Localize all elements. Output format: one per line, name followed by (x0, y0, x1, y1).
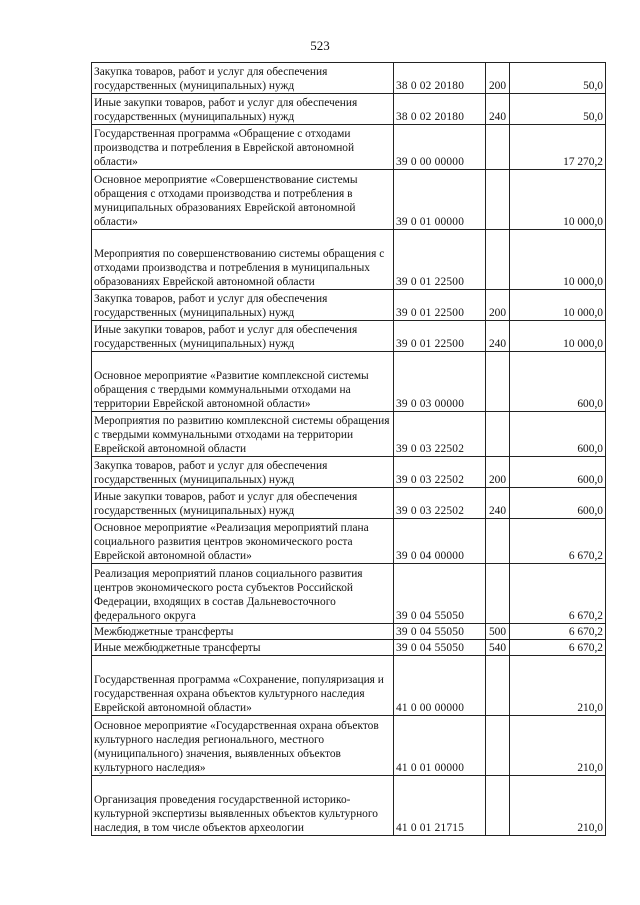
table-row (92, 776, 606, 836)
row-name: Основное мероприятие «Совершенствование системы обращения с отходами производства и потребления в муниципальных образованиях Еврейской автономной области» (92, 170, 394, 230)
table-row (92, 564, 606, 624)
row-code: 39 0 01 22500 (394, 290, 486, 321)
row-amount: 10 000,0 (510, 290, 606, 321)
row-name: Мероприятия по развитию комплексной системы обращения с твердыми коммунальными отходами на территории Еврейской автономной области (92, 412, 394, 457)
table-row (92, 412, 606, 457)
row-vr (486, 412, 510, 457)
row-amount: 6 670,2 (510, 640, 606, 656)
row-amount: 10 000,0 (510, 170, 606, 230)
table-row (92, 170, 606, 230)
row-name: Основное мероприятие «Развитие комплексной системы обращения с твердыми коммунальными отходами на территории Еврейской автономной области» (92, 352, 394, 412)
row-amount: 10 000,0 (510, 230, 606, 290)
row-vr: 200 (486, 457, 510, 488)
row-amount: 210,0 (510, 716, 606, 776)
row-code: 39 0 01 22500 (394, 230, 486, 290)
row-amount: 50,0 (510, 63, 606, 94)
row-amount: 6 670,2 (510, 624, 606, 640)
row-name: Закупка товаров, работ и услуг для обеспечения государственных (муниципальных) нужд (92, 457, 394, 488)
row-name: Государственная программа «Сохранение, популяризация и государственная охрана объектов культурного наследия Еврейской автономной области» (92, 656, 394, 716)
row-vr (486, 125, 510, 170)
row-name: Реализация мероприятий планов социального развития центров экономического роста субъектов Российской Федерации, входящих в состав Дальневосточного федерального округа (92, 564, 394, 624)
row-amount: 10 000,0 (510, 321, 606, 352)
row-vr: 500 (486, 624, 510, 640)
row-vr: 200 (486, 290, 510, 321)
table-row (92, 63, 606, 94)
row-code: 41 0 01 00000 (394, 716, 486, 776)
table-row (92, 624, 606, 640)
row-code: 41 0 01 21715 (394, 776, 486, 836)
row-code: 39 0 04 55050 (394, 564, 486, 624)
row-name: Государственная программа «Обращение с отходами производства и потребления в Еврейской автономной области» (92, 125, 394, 170)
row-name: Иные закупки товаров, работ и услуг для обеспечения государственных (муниципальных) нужд (92, 321, 394, 352)
row-vr (486, 352, 510, 412)
row-vr (486, 656, 510, 716)
row-name: Основное мероприятие «Государственная охрана объектов культурного наследия регионального, местного (муниципального) значения, выявленных объектов культурного наследия» (92, 716, 394, 776)
row-code: 39 0 01 00000 (394, 170, 486, 230)
row-vr: 540 (486, 640, 510, 656)
row-code: 39 0 03 22502 (394, 412, 486, 457)
table-row (92, 94, 606, 125)
row-amount: 600,0 (510, 457, 606, 488)
row-name: Закупка товаров, работ и услуг для обеспечения государственных (муниципальных) нужд (92, 63, 394, 94)
table-row (92, 321, 606, 352)
row-code: 38 0 02 20180 (394, 94, 486, 125)
row-name: Мероприятия по совершенствованию системы обращения с отходами производства и потребления в муниципальных образованиях Еврейской автономной области (92, 230, 394, 290)
row-name: Иные межбюджетные трансферты (92, 640, 394, 656)
budget-table (91, 62, 606, 836)
table-row (92, 519, 606, 564)
row-code: 39 0 03 22502 (394, 488, 486, 519)
row-code: 39 0 04 55050 (394, 640, 486, 656)
row-amount: 600,0 (510, 352, 606, 412)
row-code: 39 0 03 22502 (394, 457, 486, 488)
row-code: 39 0 01 22500 (394, 321, 486, 352)
row-name: Организация проведения государственной историко-культурной экспертизы выявленных объектов культурного наследия, в том числе объектов археологии (92, 776, 394, 836)
row-vr: 200 (486, 63, 510, 94)
row-amount: 6 670,2 (510, 564, 606, 624)
row-vr: 240 (486, 321, 510, 352)
row-vr (486, 519, 510, 564)
table-row (92, 457, 606, 488)
row-code: 38 0 02 20180 (394, 63, 486, 94)
table-row (92, 352, 606, 412)
row-name: Иные закупки товаров, работ и услуг для обеспечения государственных (муниципальных) нужд (92, 488, 394, 519)
row-vr (486, 776, 510, 836)
row-code: 39 0 03 00000 (394, 352, 486, 412)
table-row (92, 125, 606, 170)
row-vr (486, 170, 510, 230)
row-amount: 600,0 (510, 412, 606, 457)
table-row (92, 230, 606, 290)
row-name: Закупка товаров, работ и услуг для обеспечения государственных (муниципальных) нужд (92, 290, 394, 321)
row-name: Иные закупки товаров, работ и услуг для обеспечения государственных (муниципальных) нужд (92, 94, 394, 125)
table-row (92, 656, 606, 716)
row-amount: 210,0 (510, 656, 606, 716)
row-name: Межбюджетные трансферты (92, 624, 394, 640)
row-amount: 50,0 (510, 94, 606, 125)
table-row (92, 488, 606, 519)
row-vr (486, 716, 510, 776)
row-amount: 17 270,2 (510, 125, 606, 170)
row-amount: 6 670,2 (510, 519, 606, 564)
row-code: 39 0 04 55050 (394, 624, 486, 640)
row-vr (486, 564, 510, 624)
table-row (92, 716, 606, 776)
row-vr (486, 230, 510, 290)
table-row (92, 640, 606, 656)
row-amount: 210,0 (510, 776, 606, 836)
row-name: Основное мероприятие «Реализация мероприятий плана социального развития центров экономического роста Еврейской автономной области» (92, 519, 394, 564)
page-number: 523 (310, 38, 330, 53)
row-code: 39 0 00 00000 (394, 125, 486, 170)
row-code: 39 0 04 00000 (394, 519, 486, 564)
row-amount: 600,0 (510, 488, 606, 519)
row-vr: 240 (486, 488, 510, 519)
table-row (92, 290, 606, 321)
row-code: 41 0 00 00000 (394, 656, 486, 716)
row-vr: 240 (486, 94, 510, 125)
